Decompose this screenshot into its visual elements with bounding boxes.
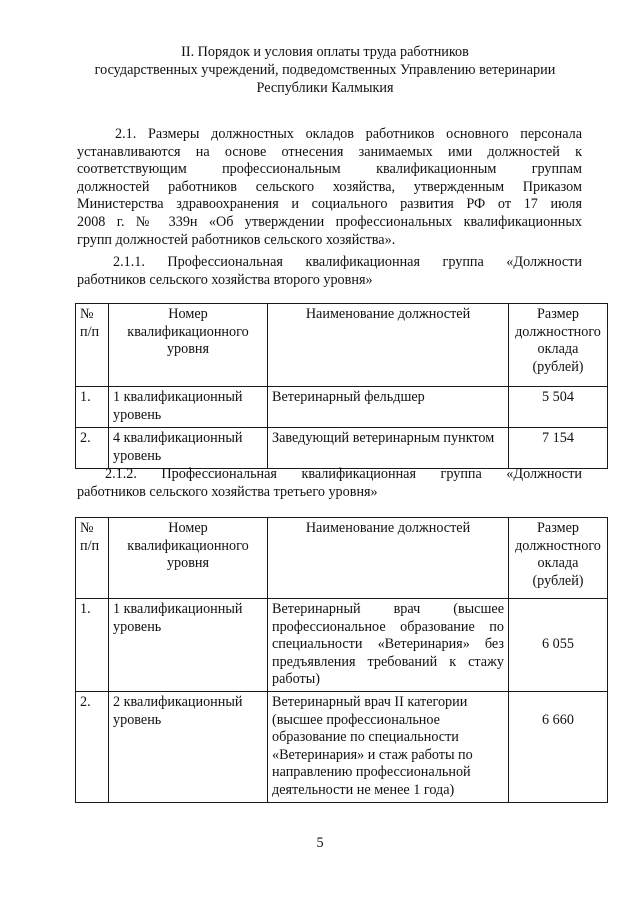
header-salary: Размер должностного оклада (рублей)	[509, 304, 608, 387]
table-row	[76, 692, 608, 803]
page-number: 5	[316, 835, 324, 851]
heading-line-3: Республики Калмыкия	[256, 80, 394, 96]
heading-line-1: II. Порядок и условия оплаты труда работников	[181, 44, 469, 60]
cell-level: 2 квалификационный уровень	[109, 692, 268, 803]
table-row	[76, 387, 608, 428]
salary-table-level-3	[75, 517, 608, 803]
table-row	[76, 428, 608, 469]
cell-num: 2.	[76, 692, 109, 803]
cell-salary: 6 660	[509, 692, 608, 803]
cell-salary: 6 055	[509, 599, 608, 692]
table-header-row	[76, 304, 608, 387]
cell-position: Ветеринарный фельдшер	[268, 387, 509, 428]
section-heading	[60, 43, 590, 97]
salary-table-level-2	[75, 303, 608, 469]
cell-num: 1.	[76, 387, 109, 428]
header-level: Номер квалификационного уровня	[109, 518, 268, 599]
cell-level: 4 квалификационный уровень	[109, 428, 268, 469]
table-header-row	[76, 518, 608, 599]
cell-position: Заведующий ветеринарным пунктом	[268, 428, 509, 469]
cell-level: 1 квалификационный уровень	[109, 599, 268, 692]
paragraph-2-1	[77, 126, 582, 249]
cell-num: 2.	[76, 428, 109, 469]
paragraph-line: работников сельского хозяйства третьего уровня»	[77, 483, 378, 500]
paragraph-line: соответствующим профессиональным квалификационным группам	[77, 161, 582, 178]
paragraph-line: должностей работников сельского хозяйства, утвержденным Приказом	[77, 178, 582, 195]
table-row	[76, 599, 608, 692]
paragraph-2-1-2	[77, 466, 582, 501]
cell-num: 1.	[76, 599, 109, 692]
cell-salary: 5 504	[509, 387, 608, 428]
header-num: № п/п	[76, 304, 109, 387]
paragraph-line: 2.1.1. Профессиональная квалификационная группа «Должности	[113, 254, 582, 270]
paragraph-line: 2008 г. № 339н «Об утверждении профессиональных квалификационных	[77, 213, 582, 230]
paragraph-line: Министерства здравоохранения и социального развития РФ от 17 июля	[77, 196, 582, 213]
header-position: Наименование должностей	[268, 304, 509, 387]
paragraph-line: работников сельского хозяйства второго уровня»	[77, 271, 373, 288]
header-num: № п/п	[76, 518, 109, 599]
cell-level: 1 квалификационный уровень	[109, 387, 268, 428]
cell-position: Ветеринарный врач (высшее профессиональное образование по специальности «Ветеринария» без предъявления требований к стажу работы)	[268, 599, 509, 692]
cell-salary: 7 154	[509, 428, 608, 469]
header-position: Наименование должностей	[268, 518, 509, 599]
paragraph-line: устанавливаются на основе отнесения занимаемых ими должностей к	[77, 143, 582, 160]
paragraph-line: 2.1. Размеры должностных окладов работников основного персонала	[115, 126, 582, 142]
header-salary: Размер должностного оклада (рублей)	[509, 518, 608, 599]
header-level: Номер квалификационного уровня	[109, 304, 268, 387]
paragraph-2-1-1	[77, 254, 582, 289]
cell-position: Ветеринарный врач II категории (высшее профессиональное образование по специальности «Ветеринария» и стаж работы по направлению профессиональной деятельности не менее 1 года)	[268, 692, 509, 803]
paragraph-line: групп должностей работников сельского хозяйства».	[77, 231, 396, 248]
heading-line-2: государственных учреждений, подведомственных Управлению ветеринарии	[94, 62, 556, 78]
paragraph-line: 2.1.2. Профессиональная квалификационная группа «Должности	[105, 466, 582, 482]
